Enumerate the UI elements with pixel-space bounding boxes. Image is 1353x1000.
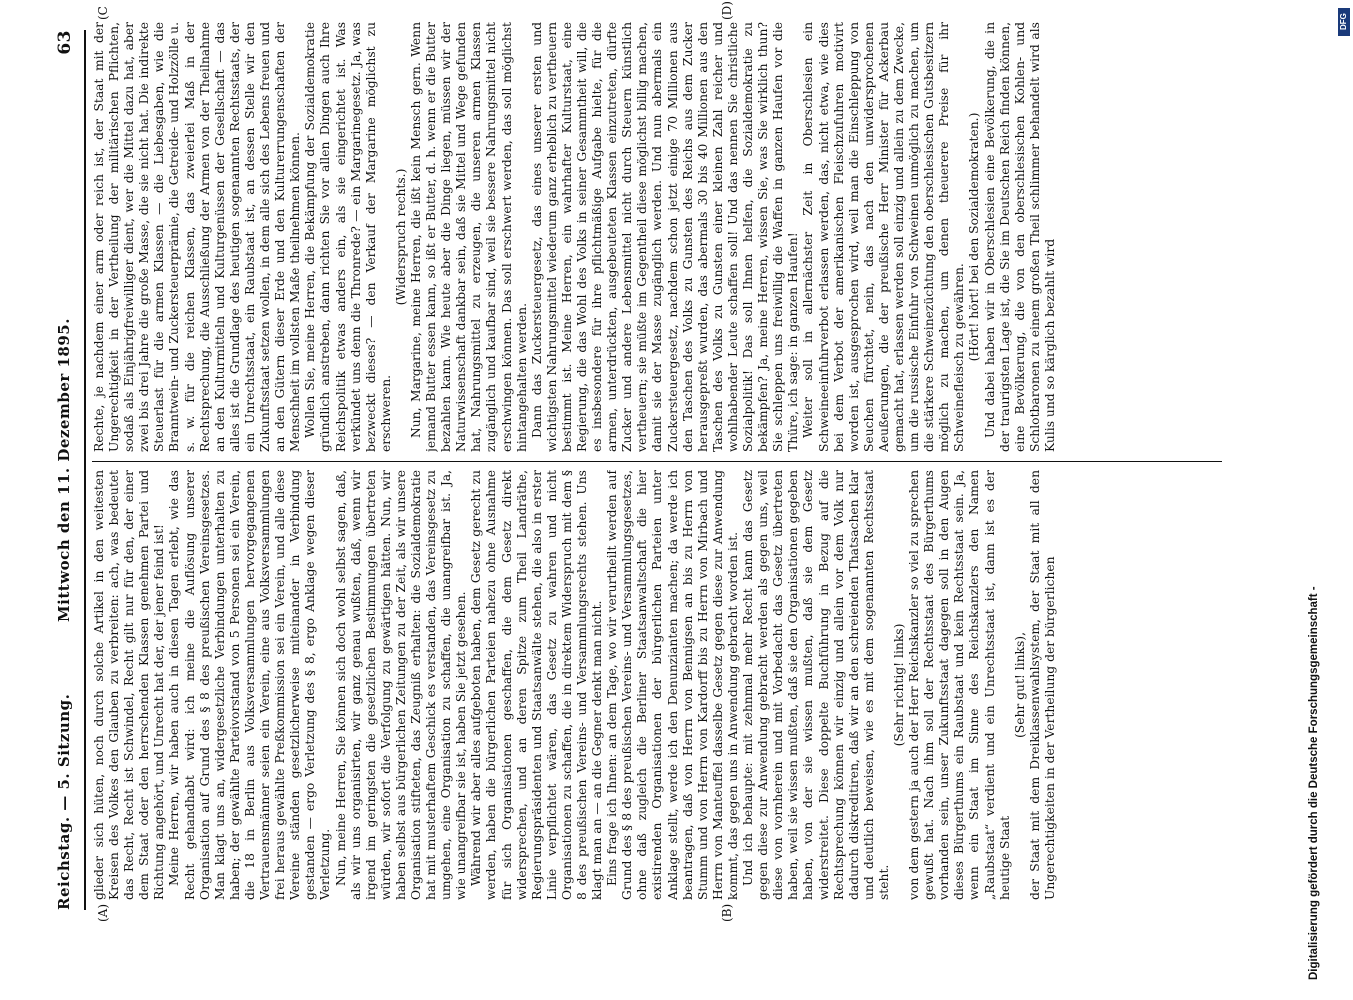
- paragraph: (Sehr gut! links),: [1012, 631, 1027, 739]
- paragraph: (Widerspruch rechts.): [393, 168, 408, 306]
- margin-marker-c: (C: [96, 6, 110, 20]
- paragraph: der Staat mit dem Dreiklassenwahlsystem, der Staat mit all den Ungerechtigkeiten in der Vertheilung der bürgerlichen: [1027, 470, 1057, 900]
- header-rule: [84, 30, 86, 910]
- paragraph: Und dabei haben wir in Oberschlesien eine Bevölkerung, die in der traurigsten Lage ist, die Sie im Deutschen Reich finden können, eine Bevölkerung, die von den oberschlesischen Kohlen- und Schlotbaronen zu einem großen Theil schlimmer behandelt wird als Kulis und so kärglich bezahlt wird: [982, 22, 1057, 452]
- column-divider: [92, 461, 1222, 462]
- paragraph: glieder sich hüten, noch durch solche Artikel in den weitesten Kreisen des Volkes den Glauben zu verbreiten: ach, was bedeutet das Recht, Recht ist Schwindel, Recht gilt nur für den, der einer dem Staat oder den herrschenden Klassen genehmen Partei und Richtung angehört, und Unrecht hat der, der jener feind ist!: [92, 470, 167, 900]
- margin-marker-d: (D): [720, 1, 734, 20]
- paragraph: (Hört! hört! bei den Sozialdemokraten.): [967, 112, 982, 362]
- paragraph: Nun, Margarine, meine Herren, die ißt kein Mensch gern. Wenn jemand Butter essen kann, so ißt er Butter, d. h. wenn er die Butter bezahlen kann. Wie heute aber die Dinge liegen, müssen wir der Naturwissenschaft dankbar sein, daß sie Mittel und Wege gefunden hat, Nahrungsmittel zu erzeugen, die unseren armen Klassen zugänglich und kaufbar sind, weil sie bessere Nahrungsmittel nicht erschwingen können. Das soll erschwert werden, das soll möglichst hintangehalten werden.: [408, 22, 529, 452]
- paragraph: Wollen Sie, meine Herren, die Bekämpfung der Sozialdemokratie gründlich anstreben, dann richten Sie vor allen Dingen auch Ihre Reichspolitik etwas anders ein, als sie eingerichtet ist. Was verkündet uns denn die Thronrede? — ein Margarinegesetz. Ja, was bezweckt dieses? — den Verkauf der Margarine möglichst zu erschweren.: [303, 22, 393, 452]
- paragraph: Weiter soll in allernächster Zeit in Oberschlesien ein Schweineeinfuhrverbot erlassen werden, das, nicht etwa, wie dies bei dem Verbot der amerikanischen Fleischzufuhren motivirt worden ist, ausgesprochen wird, weil man die Einschleppung von Seuchen fürchtet, nein, das nach den unwidersprochenen Aeußerungen, die der preußische Herr Minister für Ackerbau gemacht hat, erlassen werden soll einzig und allein zu dem Zwecke, um die russische Einfuhr von Schweinen unmöglich zu machen, um die stärkere Schweinezüchtung den oberschlesischen Gutsbesitzern möglich zu machen, um denen theuerere Preise für ihr Schweinefleisch zu gewähren.: [801, 22, 967, 452]
- header-date: Mittwoch den 11. Dezember 1895.: [55, 318, 73, 622]
- paragraph: Rechte, je nachdem einer arm oder reich ist, der Staat mit der Ungerechtigkeit in der Vertheilung der militärischen Pflichten, sodaß als Einjährigfreiwilliger dient, wer die Mittel dazu hat, aber zwei bis drei Jahre die große Masse, die sie nicht hat. Die indirekte Steuerlast für die armen Klassen — die Liebesgaben, wie die Branntwein- und Zuckersteuerprämie, die Getreide- und Holzzölle u. s. w. für die reichen Klassen, das zweierlei Maß in der Rechtsprechung, die Ausschließung der Armen von der Theilnahme an den Kulturmitteln und Kulturgenüssen der Gesellschaft — das alles ist die Grundlage des heutigen sogenannten Rechtsstaats, der ein Unrechtsstaat, ein Raubstaat ist, an dessen Stelle wir den Zukunftsstaat setzen wollen, in dem alle sich des Lebens freuen und an den Gütern dieser Erde und den Kulturerrungenschaften der Menschheit im vollsten Maße theilnehmen können.: [92, 22, 303, 452]
- paragraph: Und ich behaupte: mit zehnmal mehr Recht kann das Gesetz gegen diese zur Anwendung gebracht werden als gegen uns, weil diese von vornherein und mit Vorbedacht das Gesetz übertreten haben, weil sie wissen mußten, daß sie den Organisationen gegeben haben, von der sie wissen mußten, daß sie dem Gesetz widerstreitet. Diese doppelte Buchführung in Bezug auf die Rechtsprechung können wir einzig und allein vor dem Volk nur dadurch diskreditiren, daß wir an den schreienden Thatsachen klar und deutlich beweisen, wie es mit dem sogenannten Rechtsstaat steht.: [741, 470, 891, 900]
- paragraph: Während wir aber alles aufgeboten haben, dem Gesetz gerecht zu werden, haben die bürgerlichen Parteien nahezu ohne Ausnahme für sich Organisationen geschaffen, die dem Gesetz direkt widersprechen, und an deren Spitze zum Theil Landräthe, Regierungspräsidenten und Staatsanwälte stehen, die also in erster Linie verpflichtet wären, das Gesetz zu wahren und nicht Organisationen zu schaffen, die in direktem Widerspruch mit dem § 8 des preußischen Vereins- und Versammlungsrechts stehen. Uns klagt man an — an die Gegner denkt man nicht.: [469, 470, 605, 900]
- paragraph: Nun, meine Herren, Sie können sich doch wohl selbst sagen, daß, als wir uns organisirten, wir ganz genau wußten, daß, wenn wir irgend im geringsten die gesetzlichen Bestimmungen übertreten würden, wir sofort die Verfolgung zu gewärtigen hätten. Nun, wir haben selbst aus bürgerlichen Zeitungen zu der Zeit, als wir unsere Organisation stifteten, das Zeugniß erhalten: die Sozialdemokratie hat mit musterhaftem Geschick es verstanden, das Vereinsgesetz zu umgehen, eine Organisation zu schaffen, die unangreifbar ist. Ja, wie unangreifbar sie ist, haben Sie jetzt gesehen.: [333, 470, 469, 900]
- page-header: [55, 30, 81, 910]
- paragraph: (Sehr richtig! links): [891, 623, 906, 747]
- left-column: [92, 470, 1222, 900]
- paragraph: Meine Herren, wir haben auch in diesen Tagen erlebt, wie das Recht gehandhabt wird: ich meine die Auflösung unserer Organisation auf Grund des § 8 des preußischen Vereinsgesetzes. Man klagt uns an, widergesetzliche Verbindungen unterhalten zu haben; der gewählte Parteivorstand von 5 Personen sei ein Verein, die 18 in Berlin aus Volksversammlungen hervorgegangenen Vertrauensmänner seien ein Verein, eine aus Volksversammlungen frei heraus gewählte Preßkommission sei ein Verein, und alle diese Vereine ständen gesetzlicherweise miteinander in Verbindung gestanden — ergo Verletzung des § 8, ergo Anklage wegen dieser Verletzung.: [167, 470, 333, 900]
- right-column: [92, 22, 1222, 452]
- footer-credit: Digitalisierung gefördert durch die Deutsche Forschungsgemeinschaft -: [1308, 586, 1320, 980]
- margin-marker-b: (B): [720, 903, 734, 922]
- paragraph: Eins frage ich Ihnen: an dem Tage, wo wir verurtheilt werden auf Grund des § 8 des preußischen Vereins- und Versammlungsgesetzes, ohne daß zugleich die Berliner Staatsanwaltschaft die hier existirenden Organisationen der bürgerlichen Parteien unter Anklage stellt, werde ich den Denunzianten machen; da werde ich beantragen, daß von Herrn von Bennigsen an bis zu Herrn von Stumm und von Herrn von Kardorff bis zu Herrn von Mirbach und Herrn von Manteuffel dasselbe Gesetz gegen diese zur Anwendung kommt, das gegen uns in Anwendung gebracht worden ist.: [605, 470, 740, 900]
- paragraph: von dem gestern ja auch der Herr Reichskanzler so viel zu sprechen gewußt hat. Nach ihm soll der Rechtsstaat des Bürgerthums vorhanden sein, unser Zukunftsstaat dagegen soll in den Augen dieses Bürgerthums ein Raubstaat und kein Rechtsstaat sein. Ja, wenn ein Staat im Sinne des Reichskanzlers den Namen „Raubstaat“ verdient und ein Unrechtsstaat ist, dann ist es der heutige Staat: [907, 470, 1012, 900]
- dfg-logo: DFG: [1338, 8, 1350, 36]
- digitization-footer: [1308, 10, 1328, 990]
- header-left: Reichstag. — 5. Sitzung.: [55, 693, 73, 910]
- paragraph: Dann das Zuckersteuergesetz, das eines unserer ersten und wichtigsten Nahrungsmittel wiederum ganz erheblich zu vertheuern bestimmt ist. Meine Herren, ein wahrhafter Kulturstaat, eine Regierung, die das Wohl des Volks in seiner Gesammtheit will, die es insbesondere für ihre pflichtmäßige Aufgabe hielte, für die armen, unterdrückten, ausgebeuteten Klassen einzutreten, dürfte Zucker und andere Lebensmittel nicht durch Steuern künstlich vertheuern; sie müßte im Gegentheil diese möglichst billig machen, damit sie der Masse zugänglich werden. Und nun abermals ein Zuckersteuergesetz, nachdem schon jetzt einige 70 Millionen aus den Taschen des Volks zu Gunsten des Reichs aus dem Zucker herausgepreßt wurden, das abermals 30 bis 40 Millionen aus den Taschen des Volks zu Gunsten einer kleinen Zahl reicher und wohlhabender Leute schaffen soll! Und das nennen Sie christliche Sozialpolitik! Das soll Ihnen helfen, die Sozialdemokratie zu bekämpfen? Ja, meine Herren, wissen Sie, was Sie wirklich thun? Sie schleppen uns freiwillig die Waffen in ganzen Haufen vor die Thüre, ich sage: in ganzen Haufen!: [529, 22, 801, 452]
- margin-marker-a: (A): [96, 903, 110, 922]
- page-number: 63: [55, 30, 75, 55]
